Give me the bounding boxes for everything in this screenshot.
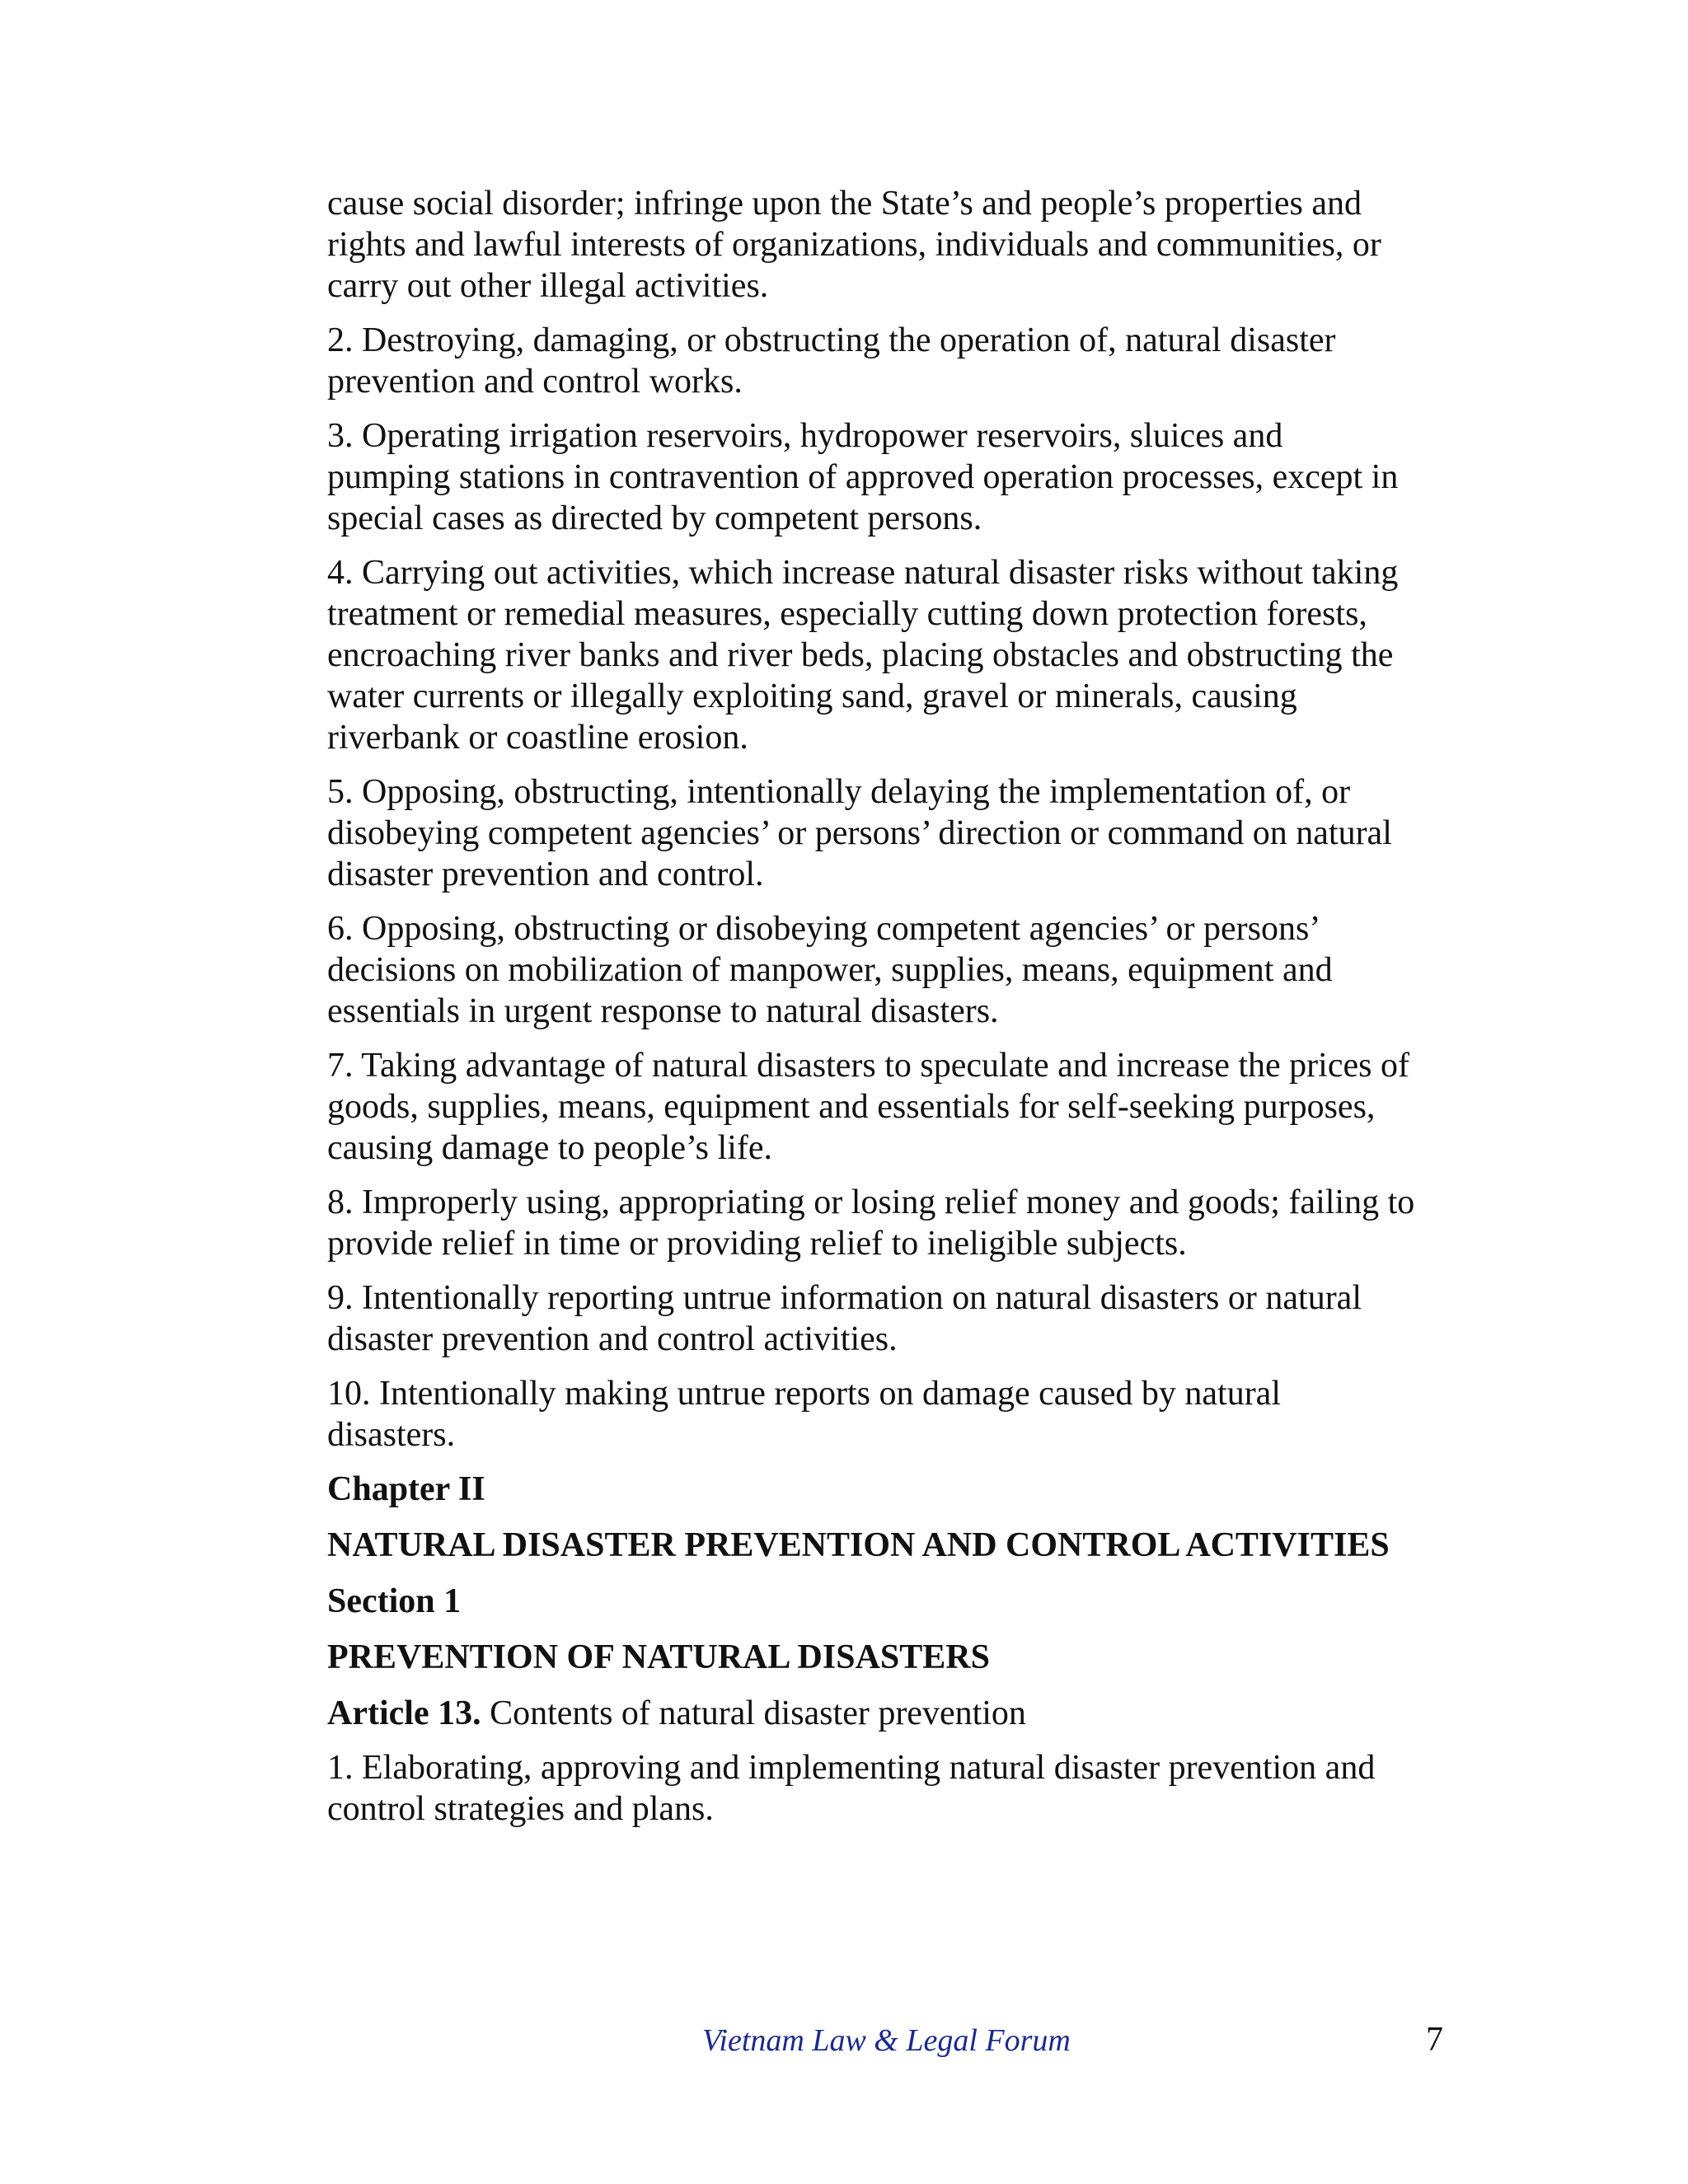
text-line: special cases as directed by competent persons. [327, 499, 982, 537]
text-line: rights and lawful interests of organizations, individuals and communities, or [327, 226, 1381, 264]
text-line: 8. Improperly using, appropriating or losing relief money and goods; failing to [327, 1183, 1415, 1221]
text-line: carry out other illegal activities. [327, 267, 769, 305]
text-line: disaster prevention and control. [327, 855, 764, 893]
article-heading [327, 1693, 1465, 1734]
text-line: essentials in urgent response to natural disasters. [327, 992, 999, 1030]
text-line: 1. Elaborating, approving and implementing natural disaster prevention and [327, 1749, 1376, 1787]
list-item-5 [327, 771, 1465, 895]
section-heading: Section 1 [327, 1582, 462, 1620]
page-content [327, 183, 1465, 1843]
text-line: provide relief in time or providing relief to ineligible subjects. [327, 1225, 1187, 1263]
list-item-3 [327, 415, 1465, 539]
list-item-7 [327, 1045, 1465, 1169]
text-line: control strategies and plans. [327, 1790, 714, 1828]
text-line: prevention and control works. [327, 363, 743, 401]
list-item-9 [327, 1277, 1465, 1360]
list-item-8 [327, 1182, 1465, 1264]
list-item-10 [327, 1373, 1465, 1455]
text-line: disaster prevention and control activities. [327, 1320, 898, 1358]
section-title: PREVENTION OF NATURAL DISASTERS [327, 1638, 990, 1676]
footer-publication-title: Vietnam Law & Legal Forum [702, 2023, 1071, 2058]
text-line: 3. Operating irrigation reservoirs, hydropower reservoirs, sluices and [327, 417, 1283, 455]
article-title: Contents of natural disaster prevention [481, 1694, 1026, 1732]
text-line: causing damage to people’s life. [327, 1129, 772, 1167]
chapter-heading: Chapter II [327, 1470, 485, 1508]
text-line: decisions on mobilization of manpower, supplies, means, equipment and [327, 951, 1333, 989]
text-line: water currents or illegally exploiting sand, gravel or minerals, causing [327, 677, 1297, 715]
article-number: Article 13. [327, 1694, 481, 1732]
paragraph-continuation [327, 183, 1465, 307]
chapter-title: NATURAL DISASTER PREVENTION AND CONTROL ACTIVITIES [327, 1526, 1390, 1564]
text-line: cause social disorder; infringe upon the State’s and people’s properties and [327, 185, 1362, 223]
list-item-2 [327, 320, 1465, 402]
text-line: 7. Taking advantage of natural disasters to speculate and increase the prices of [327, 1047, 1409, 1085]
list-item-4 [327, 552, 1465, 758]
text-line: disobeying competent agencies’ or persons’ direction or command on natural [327, 814, 1392, 852]
text-line: treatment or remedial measures, especially cutting down protection forests, [327, 595, 1367, 633]
text-line: encroaching river banks and river beds, placing obstacles and obstructing the [327, 636, 1394, 674]
text-line: pumping stations in contravention of approved operation processes, except in [327, 458, 1399, 496]
article-item-1 [327, 1747, 1465, 1830]
text-line: 10. Intentionally making untrue reports on damage caused by natural [327, 1375, 1281, 1413]
text-line: 6. Opposing, obstructing or disobeying competent agencies’ or persons’ [327, 910, 1321, 948]
text-line: 4. Carrying out activities, which increase natural disaster risks without taking [327, 554, 1399, 592]
text-line: 9. Intentionally reporting untrue information on natural disasters or natural [327, 1279, 1362, 1317]
text-line: 5. Opposing, obstructing, intentionally delaying the implementation of, or [327, 773, 1351, 811]
text-line: riverbank or coastline erosion. [327, 719, 748, 757]
text-line: disasters. [327, 1416, 456, 1454]
text-line: 2. Destroying, damaging, or obstructing the operation of, natural disaster [327, 321, 1336, 359]
footer-page-number: 7 [1426, 2021, 1443, 2059]
text-line: goods, supplies, means, equipment and essentials for self-seeking purposes, [327, 1088, 1376, 1126]
list-item-6 [327, 908, 1465, 1032]
